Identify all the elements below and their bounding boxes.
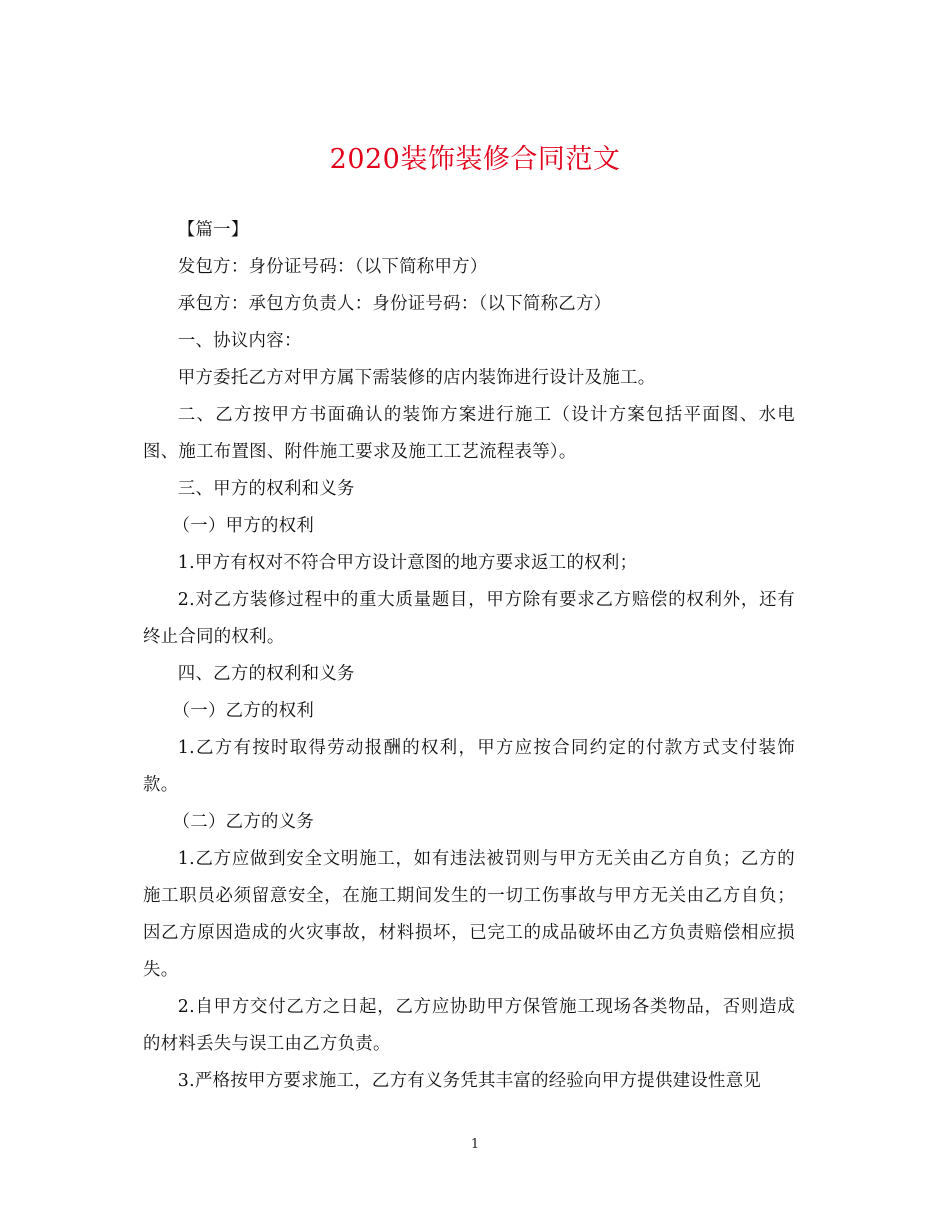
subclause-heading: （二）乙方的义务	[172, 812, 315, 832]
party-a-line: 发包方：身份证号码：（以下简称甲方）	[177, 257, 488, 277]
clause-heading: 四、乙方的权利和义务	[177, 664, 355, 684]
list-item: 1.乙方有按时取得劳动报酬的权利，甲方应按合同约定的付款方式支付装饰款。	[143, 738, 795, 795]
paragraph: 甲方委托乙方对甲方属下需装修的店内装饰进行设计及施工。	[177, 368, 656, 388]
list-item: 1.甲方有权对不符合甲方设计意图的地方要求返工的权利；	[177, 553, 638, 573]
clause-heading: 三、甲方的权利和义务	[177, 479, 355, 499]
party-b-line: 承包方：承包方负责人：身份证号码：（以下简称乙方）	[177, 294, 612, 314]
list-item: 3.严格按甲方要求施工，乙方有义务凭其丰富的经验向甲方提供建设性意见	[177, 1071, 762, 1091]
subclause-heading: （一）乙方的权利	[172, 701, 315, 721]
list-item: 1.乙方应做到安全文明施工，如有违法被罚则与甲方无关由乙方自负；乙方的施工职员必须留意安全，在施工期间发生的一切工伤事故与甲方无关由乙方自负；因乙方原因造成的火灾事故，材料损坏，已完工的成品破坏由乙方负责赔偿相应损失。	[143, 849, 795, 980]
document-body	[143, 212, 795, 1100]
page-number: 1	[470, 1137, 480, 1152]
document-title: 2020装饰装修合同范文	[329, 144, 621, 175]
section-heading: 【篇一】	[177, 220, 249, 240]
paragraph: 二、乙方按甲方书面确认的装饰方案进行施工（设计方案包括平面图、水电图、施工布置图、附件施工要求及施工工艺流程表等）。	[143, 405, 795, 462]
list-item: 2.对乙方装修过程中的重大质量题目，甲方除有要求乙方赔偿的权利外，还有终止合同的权利。	[143, 590, 795, 647]
subclause-heading: （一）甲方的权利	[172, 516, 315, 536]
list-item: 2.自甲方交付乙方之日起，乙方应协助甲方保管施工现场各类物品，否则造成的材料丢失与误工由乙方负责。	[143, 997, 795, 1054]
clause-heading: 一、协议内容：	[177, 331, 302, 351]
